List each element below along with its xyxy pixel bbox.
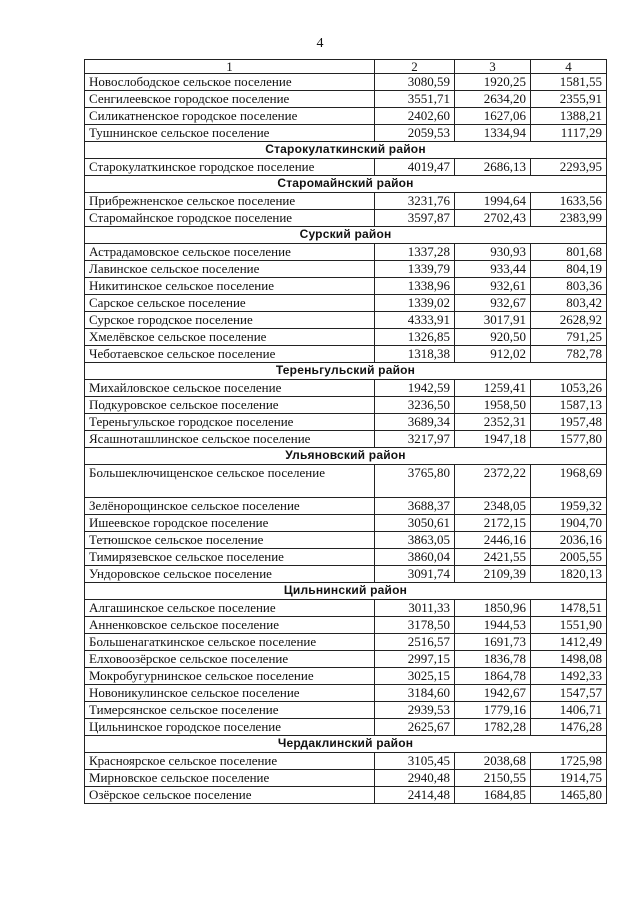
value-col-4: 1117,29 [531,125,607,142]
value-col-4: 2355,91 [531,91,607,108]
value-col-3: 2109,39 [455,566,531,583]
table-row [85,651,607,668]
district-header-row [85,736,607,753]
value-col-3: 3017,91 [455,312,531,329]
value-col-4: 1492,33 [531,668,607,685]
settlement-name: Никитинское сельское поселение [85,278,375,295]
table-row [85,380,607,397]
value-col-4: 1476,28 [531,719,607,736]
table-row [85,244,607,261]
district-name: Сурский район [85,227,607,244]
table-row [85,210,607,227]
district-header-row [85,176,607,193]
settlement-name: Мирновское сельское поселение [85,770,375,787]
value-col-4: 1959,32 [531,498,607,515]
value-col-2: 1339,79 [375,261,455,278]
settlements-table [84,59,607,804]
settlement-name: Большеключищенское сельское поселение [85,465,375,498]
settlement-name: Тереньгульское городское поселение [85,414,375,431]
table-row [85,108,607,125]
district-name: Цильнинский район [85,583,607,600]
table-row [85,261,607,278]
district-header-row [85,142,607,159]
district-header-row [85,448,607,465]
table-row [85,125,607,142]
value-col-2: 2516,57 [375,634,455,651]
value-col-3: 933,44 [455,261,531,278]
value-col-2: 3184,60 [375,685,455,702]
settlement-name: Подкуровское сельское поселение [85,397,375,414]
settlement-name: Тетюшское сельское поселение [85,532,375,549]
value-col-4: 803,36 [531,278,607,295]
table-row [85,566,607,583]
settlement-name: Старомайнское городское поселение [85,210,375,227]
value-col-4: 1581,55 [531,74,607,91]
district-name: Чердаклинский район [85,736,607,753]
value-col-3: 932,61 [455,278,531,295]
value-col-3: 920,50 [455,329,531,346]
table-row [85,549,607,566]
table-row [85,74,607,91]
value-col-4: 1633,56 [531,193,607,210]
column-number: 4 [531,60,607,74]
value-col-3: 912,02 [455,346,531,363]
value-col-4: 791,25 [531,329,607,346]
settlement-name: Новослободское сельское поселение [85,74,375,91]
value-col-2: 3217,97 [375,431,455,448]
table-row [85,159,607,176]
value-col-4: 2036,16 [531,532,607,549]
value-col-2: 2939,53 [375,702,455,719]
value-col-4: 1725,98 [531,753,607,770]
value-col-4: 1478,51 [531,600,607,617]
value-col-4: 1904,70 [531,515,607,532]
table-row [85,753,607,770]
district-header-row [85,227,607,244]
value-col-3: 932,67 [455,295,531,312]
value-col-3: 2150,55 [455,770,531,787]
value-col-2: 2625,67 [375,719,455,736]
settlement-name: Сенгилеевское городское поселение [85,91,375,108]
value-col-3: 1942,67 [455,685,531,702]
value-col-2: 3105,45 [375,753,455,770]
value-col-3: 1836,78 [455,651,531,668]
value-col-4: 801,68 [531,244,607,261]
value-col-2: 2402,60 [375,108,455,125]
value-col-4: 2005,55 [531,549,607,566]
table-row [85,685,607,702]
settlement-name: Озёрское сельское поселение [85,787,375,804]
value-col-4: 1914,75 [531,770,607,787]
column-number: 2 [375,60,455,74]
value-col-3: 2446,16 [455,532,531,549]
value-col-4: 804,19 [531,261,607,278]
value-col-2: 1318,38 [375,346,455,363]
value-col-3: 2702,43 [455,210,531,227]
settlement-name: Тимерсянское сельское поселение [85,702,375,719]
table-row [85,465,607,498]
table-row [85,329,607,346]
value-col-4: 1412,49 [531,634,607,651]
value-col-3: 1691,73 [455,634,531,651]
table-row [85,193,607,210]
value-col-3: 1259,41 [455,380,531,397]
value-col-4: 782,78 [531,346,607,363]
settlement-name: Тимирязевское сельское поселение [85,549,375,566]
value-col-3: 2372,22 [455,465,531,498]
district-header-row [85,583,607,600]
value-col-2: 1942,59 [375,380,455,397]
value-col-4: 1577,80 [531,431,607,448]
settlement-name: Елховоозёрское сельское поселение [85,651,375,668]
table-row [85,600,607,617]
table-row [85,414,607,431]
value-col-2: 3860,04 [375,549,455,566]
settlement-name: Прибрежненское сельское поселение [85,193,375,210]
value-col-2: 3597,87 [375,210,455,227]
value-col-4: 1547,57 [531,685,607,702]
value-col-2: 3091,74 [375,566,455,583]
value-col-4: 2628,92 [531,312,607,329]
settlement-name: Новоникулинское сельское поселение [85,685,375,702]
value-col-2: 3231,76 [375,193,455,210]
value-col-4: 2293,95 [531,159,607,176]
settlement-name: Астрадамовское сельское поселение [85,244,375,261]
value-col-3: 1994,64 [455,193,531,210]
value-col-3: 1684,85 [455,787,531,804]
value-col-2: 2940,48 [375,770,455,787]
value-col-3: 1627,06 [455,108,531,125]
table-row [85,668,607,685]
value-col-2: 2997,15 [375,651,455,668]
value-col-3: 1864,78 [455,668,531,685]
value-col-2: 3236,50 [375,397,455,414]
value-col-4: 1053,26 [531,380,607,397]
settlement-name: Ундоровское сельское поселение [85,566,375,583]
settlement-name: Старокулаткинское городское поселение [85,159,375,176]
settlement-name: Силикатненское городское поселение [85,108,375,125]
value-col-2: 3178,50 [375,617,455,634]
settlement-name: Красноярское сельское поселение [85,753,375,770]
table-row [85,346,607,363]
value-col-3: 1958,50 [455,397,531,414]
value-col-2: 1326,85 [375,329,455,346]
settlement-name: Анненковское сельское поселение [85,617,375,634]
value-col-3: 2352,31 [455,414,531,431]
value-col-2: 2059,53 [375,125,455,142]
value-col-4: 1406,71 [531,702,607,719]
settlement-name: Лавинское сельское поселение [85,261,375,278]
table-row [85,397,607,414]
value-col-3: 2421,55 [455,549,531,566]
value-col-3: 930,93 [455,244,531,261]
column-number-row [85,60,607,74]
value-col-3: 1920,25 [455,74,531,91]
value-col-3: 2686,13 [455,159,531,176]
district-name: Старомайнский район [85,176,607,193]
settlement-name: Тушнинское сельское поселение [85,125,375,142]
value-col-3: 2172,15 [455,515,531,532]
value-col-4: 803,42 [531,295,607,312]
value-col-3: 2348,05 [455,498,531,515]
settlement-name: Михайловское сельское поселение [85,380,375,397]
value-col-4: 1551,90 [531,617,607,634]
value-col-2: 3011,33 [375,600,455,617]
table-row [85,532,607,549]
table-row [85,634,607,651]
table-row [85,702,607,719]
value-col-3: 1779,16 [455,702,531,719]
value-col-3: 1850,96 [455,600,531,617]
table-row [85,770,607,787]
table-row [85,498,607,515]
settlement-name: Алгашинское сельское поселение [85,600,375,617]
value-col-2: 4333,91 [375,312,455,329]
settlement-name: Чеботаевское сельское поселение [85,346,375,363]
district-name: Тереньгульский район [85,363,607,380]
value-col-4: 1587,13 [531,397,607,414]
value-col-2: 1337,28 [375,244,455,261]
value-col-3: 1782,28 [455,719,531,736]
value-col-4: 1498,08 [531,651,607,668]
value-col-2: 3863,05 [375,532,455,549]
value-col-2: 3688,37 [375,498,455,515]
value-col-4: 1465,80 [531,787,607,804]
table-row [85,91,607,108]
table-body [85,60,607,804]
settlement-name: Сарское сельское поселение [85,295,375,312]
table-row [85,312,607,329]
column-number: 1 [85,60,375,74]
value-col-3: 2634,20 [455,91,531,108]
value-col-3: 2038,68 [455,753,531,770]
value-col-2: 2414,48 [375,787,455,804]
table-row [85,431,607,448]
settlement-name: Ишеевское городское поселение [85,515,375,532]
settlement-name: Большенагаткинское сельское поселение [85,634,375,651]
settlement-name: Зелёнорощинское сельское поселение [85,498,375,515]
settlement-name: Цильнинское городское поселение [85,719,375,736]
settlement-name: Ясашноташлинское сельское поселение [85,431,375,448]
value-col-2: 3050,61 [375,515,455,532]
value-col-2: 1338,96 [375,278,455,295]
table-row [85,295,607,312]
value-col-3: 1944,53 [455,617,531,634]
district-name: Ульяновский район [85,448,607,465]
value-col-2: 4019,47 [375,159,455,176]
value-col-4: 2383,99 [531,210,607,227]
value-col-2: 3765,80 [375,465,455,498]
table-row [85,719,607,736]
district-name: Старокулаткинский район [85,142,607,159]
value-col-4: 1957,48 [531,414,607,431]
column-number: 3 [455,60,531,74]
value-col-2: 3551,71 [375,91,455,108]
value-col-2: 3080,59 [375,74,455,91]
settlement-name: Сурское городское поселение [85,312,375,329]
settlement-name: Мокробугурнинское сельское поселение [85,668,375,685]
value-col-3: 1334,94 [455,125,531,142]
table-row [85,515,607,532]
table-row [85,617,607,634]
table-row [85,787,607,804]
table-row [85,278,607,295]
district-header-row [85,363,607,380]
value-col-2: 3689,34 [375,414,455,431]
value-col-4: 1820,13 [531,566,607,583]
value-col-4: 1388,21 [531,108,607,125]
value-col-4: 1968,69 [531,465,607,498]
page-number: 4 [316,36,324,51]
value-col-2: 3025,15 [375,668,455,685]
value-col-2: 1339,02 [375,295,455,312]
settlement-name: Хмелёвское сельское поселение [85,329,375,346]
value-col-3: 1947,18 [455,431,531,448]
